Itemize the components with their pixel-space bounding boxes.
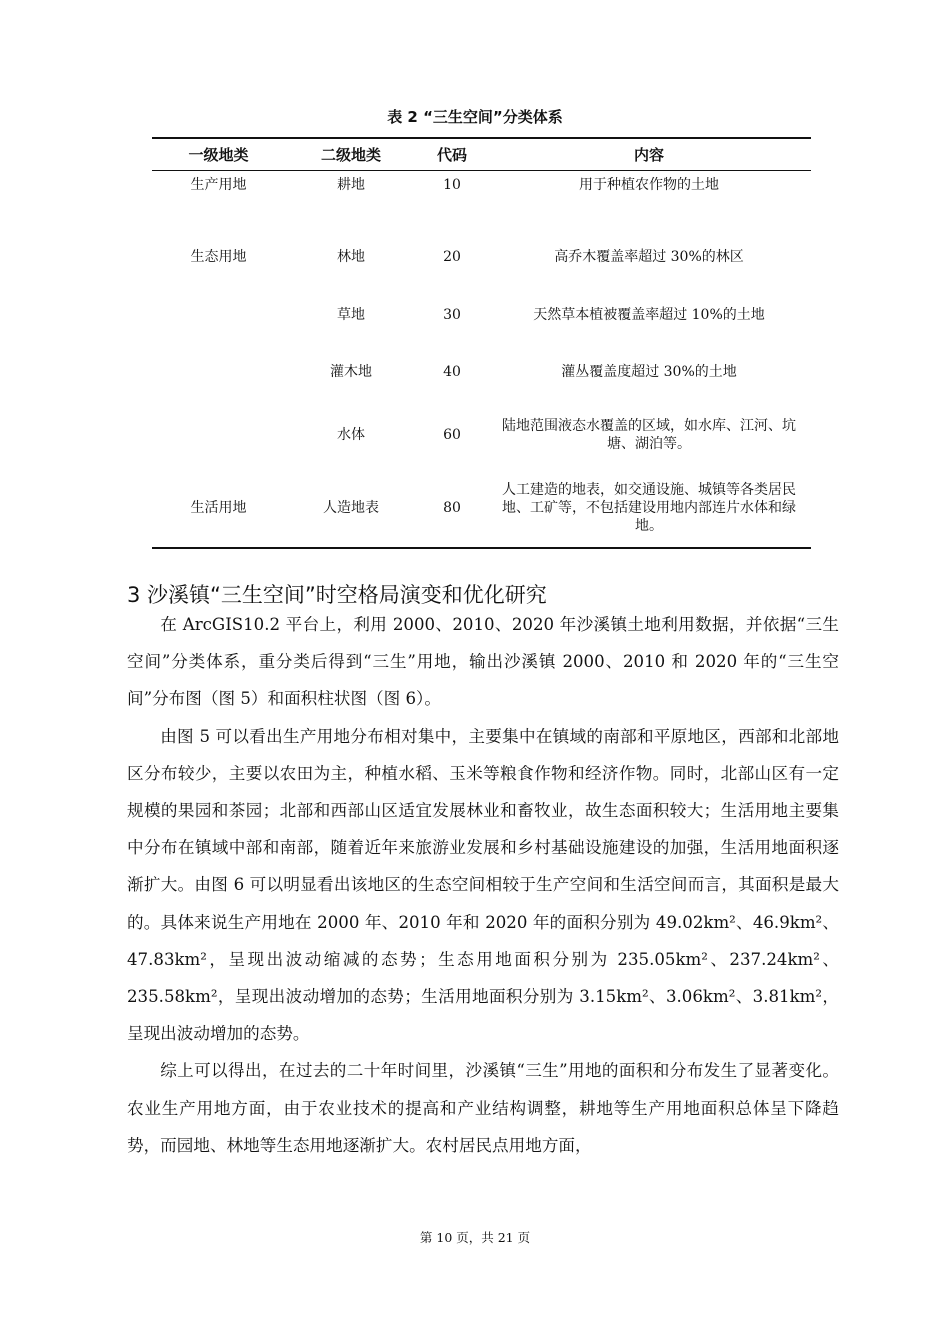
- paragraph: 综上可以得出，在过去的二十年时间里，沙溪镇“三生”用地的面积和分布发生了显著变化。农业生产用地方面，由于农业技术的提高和产业结构调整，耕地等生产用地面积总体呈下降趋势，而园地、林地等生态用地逐渐扩大。农村居民点用地方面，: [127, 1061, 839, 1155]
- cell-level2: 草地: [337, 306, 365, 323]
- body-text: [127, 606, 839, 1164]
- table-row: [152, 229, 811, 286]
- cell-content: 人工建造的地表，如交通设施、城镇等各类居民地、工矿等，不包括建设用地内部连片水体和绿地。: [502, 482, 796, 534]
- table-row: [152, 286, 811, 344]
- table-row: [152, 470, 811, 548]
- header-content: 内容: [487, 138, 811, 171]
- cell-level1: [152, 286, 285, 344]
- cell-level2: 林地: [337, 249, 365, 265]
- cell-level2: 耕地: [337, 177, 365, 193]
- cell-code: 20: [443, 249, 461, 265]
- cell-content: 灌丛覆盖度超过 30%的土地: [561, 364, 737, 380]
- classification-table: [152, 137, 811, 549]
- table-caption: 表 2 “三生空间”分类体系: [387, 108, 563, 126]
- cell-level1: [152, 344, 285, 401]
- table-row: [152, 401, 811, 470]
- cell-content: 高乔木覆盖率超过 30%的林区: [554, 249, 744, 265]
- cell-code: 40: [443, 364, 461, 380]
- cell-content: 天然草本植被覆盖率超过 10%的土地: [533, 306, 765, 323]
- table-header-row: [152, 138, 811, 171]
- table-row: [152, 171, 811, 229]
- cell-level2: 灌木地: [330, 364, 372, 380]
- cell-level2: 人造地表: [323, 500, 379, 516]
- cell-level2: 水体: [337, 427, 365, 443]
- section-heading: 3 沙溪镇“三生空间”时空格局演变和优化研究: [127, 583, 547, 608]
- cell-content: 用于种植农作物的土地: [579, 177, 719, 193]
- paragraph: 由图 5 可以看出生产用地分布相对集中，主要集中在镇域的南部和平原地区，西部和北部地区分布较少，主要以农田为主，种植水稻、玉米等粮食作物和经济作物。同时，北部山区有一定规模的果园和茶园；北部和西部山区适宜发展林业和畜牧业，故生态面积较大；生活用地主要集中分布在镇域中部和南部，随着近年来旅游业发展和乡村基础设施建设的加强，生活用地面积逐渐扩大。由图 6 可以明显看出该地区的生态空间相较于生产空间和生活空间而言，其面积是最大的。具体来说生产用地在 2000 年、2010 年和 2020 年的面积分别为 49.02km²、46.9km²、47.83km²，呈现出波动缩减的态势；生态用地面积分别为 235.05km²、237.24km²、235.58km²，呈现出波动增加的态势；生活用地面积分别为 3.15km²、3.06km²、3.81km²，呈现出波动增加的态势。: [127, 726, 839, 1044]
- cell-code: 80: [443, 500, 461, 516]
- cell-level1: [152, 401, 285, 470]
- cell-level1: 生产用地: [190, 177, 247, 193]
- cell-level1: 生活用地: [190, 500, 247, 516]
- cell-code: 10: [443, 177, 461, 193]
- cell-content: 陆地范围液态水覆盖的区域，如水库、江河、坑塘、湖泊等。: [502, 418, 796, 452]
- cell-level1: 生态用地: [190, 249, 247, 265]
- header-code: 代码: [417, 138, 487, 171]
- cell-code: 60: [443, 427, 461, 443]
- header-level2: 二级地类: [285, 138, 417, 171]
- page-number: 第 10 页，共 21 页: [419, 1230, 531, 1245]
- paragraph: 在 ArcGIS10.2 平台上，利用 2000、2010、2020 年沙溪镇土地利用数据，并依据“三生空间”分类体系，重分类后得到“三生”用地，输出沙溪镇 2000、2010 和 2020 年的“三生空间”分布图（图 5）和面积柱状图（图 6）。: [127, 615, 839, 709]
- table-row: [152, 344, 811, 401]
- cell-code: 30: [443, 306, 461, 323]
- header-level1: 一级地类: [152, 138, 285, 171]
